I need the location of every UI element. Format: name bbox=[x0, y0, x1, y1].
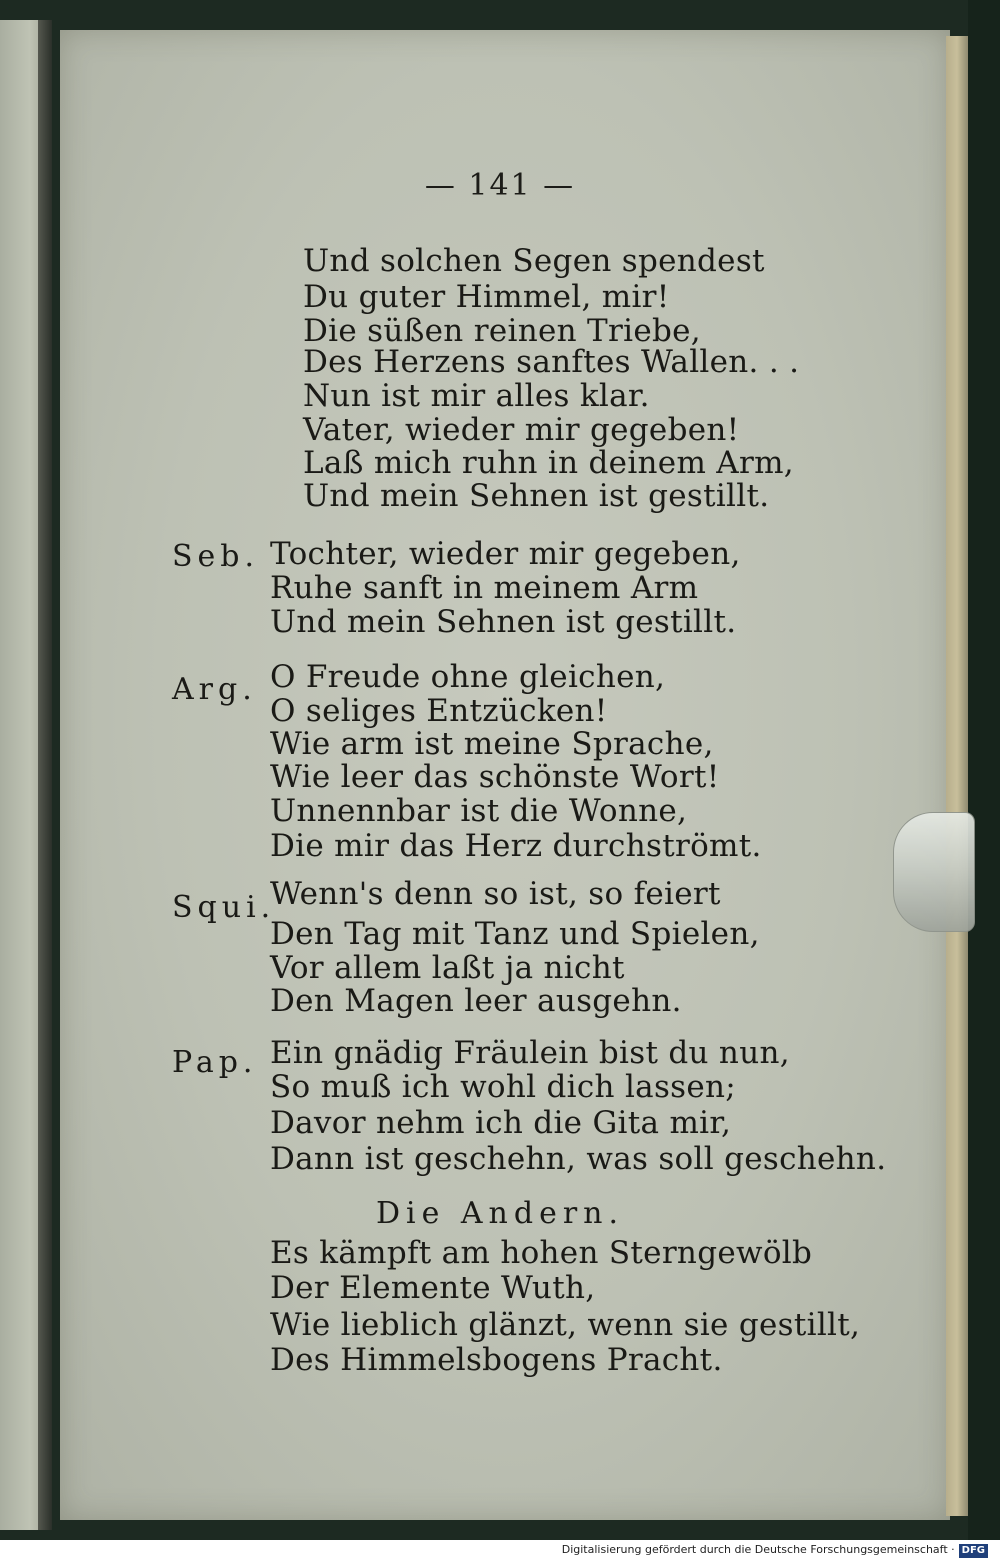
page-number: — 141 — bbox=[424, 168, 576, 203]
verse-line: Und solchen Segen spendest bbox=[303, 243, 765, 279]
verse-line: Wie lieblich glänzt, wenn sie gestillt, bbox=[270, 1307, 861, 1343]
verse-line: Vor allem laßt ja nicht bbox=[270, 950, 625, 986]
verse-line: So muß ich wohl dich lassen; bbox=[270, 1069, 737, 1105]
verse-line: Unnennbar ist die Wonne, bbox=[270, 793, 688, 829]
verse-line: Des Himmelsbogens Pracht. bbox=[270, 1342, 723, 1378]
verse-line: Tochter, wieder mir gegeben, bbox=[270, 536, 741, 572]
verse-line: Wie arm ist meine Sprache, bbox=[270, 726, 714, 762]
dfg-logo: DFG bbox=[959, 1544, 988, 1558]
speaker-label: Seb. bbox=[172, 539, 260, 574]
speaker-label: Arg. bbox=[172, 672, 257, 707]
verse-line: Davor nehm ich die Gita mir, bbox=[270, 1105, 732, 1141]
credit-text: Digitalisierung gefördert durch die Deutsche Forschungsgemeinschaft · bbox=[561, 1543, 955, 1556]
verse-line: Wenn's denn so ist, so feiert bbox=[270, 876, 721, 912]
verse-line: Du guter Himmel, mir! bbox=[303, 279, 670, 315]
verse-line: O Freude ohne gleichen, bbox=[270, 659, 666, 695]
verse-line: Und mein Sehnen ist gestillt. bbox=[270, 604, 737, 640]
verse-line: Nun ist mir alles klar. bbox=[303, 378, 650, 414]
verse-line: Der Elemente Wuth, bbox=[270, 1270, 596, 1306]
page-stack-edge bbox=[946, 36, 968, 1516]
verse-line: Den Tag mit Tanz und Spielen, bbox=[270, 916, 760, 952]
verse-line: Vater, wieder mir gegeben! bbox=[303, 412, 740, 448]
verse-line: Wie leer das schönste Wort! bbox=[270, 759, 720, 795]
section-heading: Die Andern. bbox=[375, 1196, 625, 1231]
digitization-credit bbox=[562, 1540, 988, 1559]
verse-line: Dann ist geschehn, was soll geschehn. bbox=[270, 1141, 887, 1177]
verse-line: Laß mich ruhn in deinem Arm, bbox=[303, 445, 794, 481]
verse-line: Des Herzens sanftes Wallen. . . bbox=[303, 344, 800, 380]
verse-line: Die süßen reinen Triebe, bbox=[303, 313, 701, 349]
verse-line: Ruhe sanft in meinem Arm bbox=[270, 570, 699, 606]
verse-line: Den Magen leer ausgehn. bbox=[270, 983, 682, 1019]
right-background bbox=[968, 0, 1000, 1540]
verse-line: Und mein Sehnen ist gestillt. bbox=[303, 478, 770, 514]
verse-line: Ein gnädig Fräulein bist du nun, bbox=[270, 1035, 790, 1071]
speaker-label: Pap. bbox=[172, 1045, 258, 1080]
book-spine-edge bbox=[38, 20, 52, 1530]
page-clip-tab bbox=[893, 812, 975, 932]
speaker-label: Squi. bbox=[172, 890, 276, 925]
verse-line: Es kämpft am hohen Sterngewölb bbox=[270, 1235, 813, 1271]
verse-line: Die mir das Herz durchströmt. bbox=[270, 828, 762, 864]
verse-line: O seliges Entzücken! bbox=[270, 693, 608, 729]
